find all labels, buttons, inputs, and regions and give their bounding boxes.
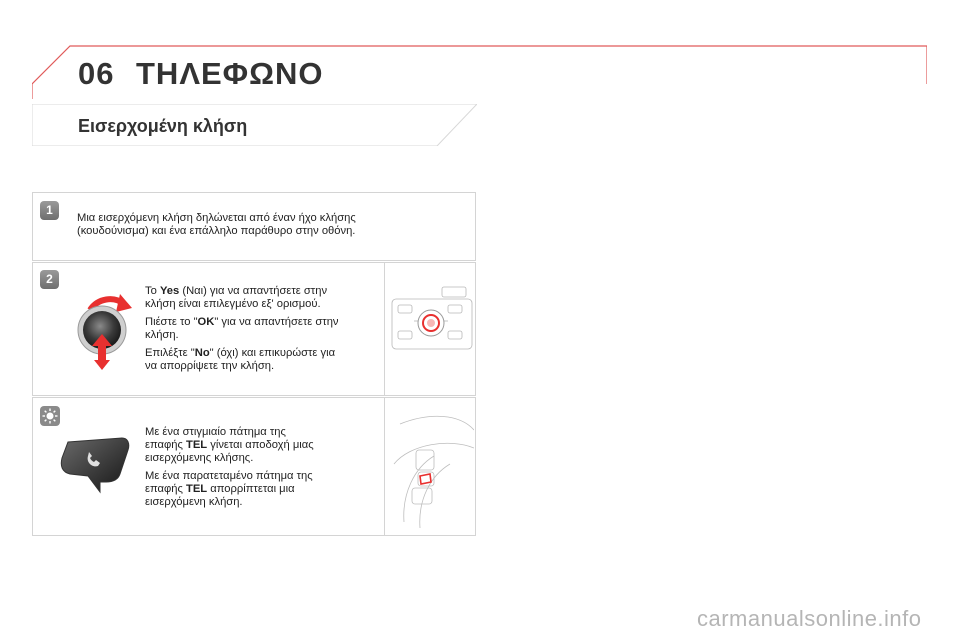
step-1-badge: 1	[40, 201, 59, 220]
text-run: κλήση είναι επιλεγμένο εξ' ορισμού.	[145, 298, 321, 310]
yes-option-label: Yes	[159, 285, 180, 297]
text-run: Πιέστε το "	[145, 316, 198, 328]
text-run: Το	[145, 285, 160, 297]
step-2-badge: 2	[40, 270, 59, 289]
text-run: επαφής	[145, 439, 186, 451]
step-2-divider	[384, 262, 385, 396]
section-title: Εισερχομένη κλήση	[78, 116, 248, 136]
no-option-label: No	[194, 347, 210, 359]
text-run: γίνεται αποδοχή μιας	[207, 439, 314, 451]
text-run: κλήση.	[145, 329, 179, 341]
tip-para-2	[145, 470, 375, 509]
console-control-panel-illustration	[388, 285, 474, 355]
tel-button-illustration	[56, 434, 132, 496]
step-2-para-3	[145, 347, 375, 373]
text-run: εισερχόμενη κλήση.	[145, 496, 243, 508]
text-run: " για να απαντήσετε στην	[214, 316, 339, 328]
text-run: (Ναι) για να απαντήσετε στην	[179, 285, 328, 297]
chapter-title: ΤΗΛΕΦΩΝΟ	[136, 56, 324, 91]
chapter-number: 06	[78, 56, 115, 91]
step-1-text	[77, 212, 467, 238]
sun-tip-icon	[40, 406, 60, 426]
text-run: να απορρίψετε την κλήση.	[145, 360, 275, 372]
rotary-knob-illustration	[72, 290, 138, 372]
tel-label: TEL	[186, 439, 208, 451]
step-1-line-2: (κουδούνισμα) και ένα επάλληλο παράθυρο στην οθόνη.	[77, 225, 356, 237]
tel-label: TEL	[186, 483, 208, 495]
steering-wheel-controls-illustration	[390, 404, 474, 532]
watermark: carmanualsonline.info	[697, 606, 922, 631]
tip-para-1	[145, 426, 375, 465]
step-2-para-2	[145, 316, 375, 342]
text-run: επαφής	[145, 483, 186, 495]
text-run: Επιλέξτε "	[145, 347, 195, 359]
text-run: απορρίπτεται μια	[207, 483, 295, 495]
text-run: εισερχόμενης κλήσης.	[145, 452, 254, 464]
text-run: Με ένα στιγμιαίο πάτημα της	[145, 426, 286, 438]
tip-text	[145, 426, 375, 514]
tip-divider	[384, 397, 385, 536]
step-2-para-1	[145, 285, 375, 311]
text-run: " (όχι) και επικυρώστε για	[209, 347, 336, 359]
ok-label: OK	[197, 316, 215, 328]
step-1-line-1: Μια εισερχόμενη κλήση δηλώνεται από έναν ήχο κλήσης	[77, 212, 356, 224]
text-run: Με ένα παρατεταμένο πάτημα της	[145, 470, 313, 482]
step-2-text	[145, 285, 375, 378]
